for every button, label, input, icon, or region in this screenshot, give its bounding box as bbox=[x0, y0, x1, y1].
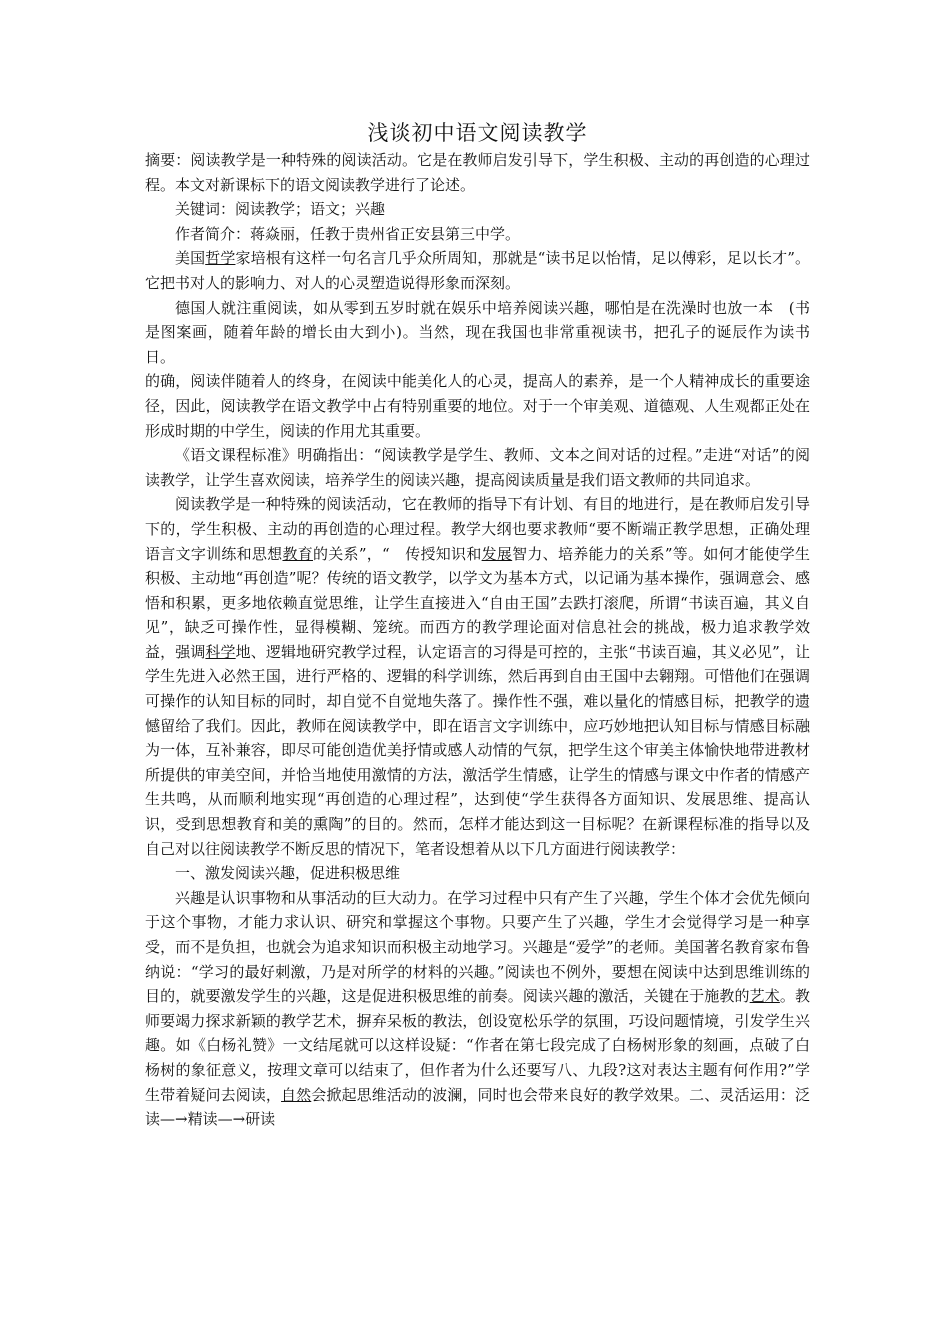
development-link[interactable]: 发展 bbox=[481, 544, 513, 563]
page-title: 浅谈初中语文阅读教学 bbox=[367, 121, 588, 145]
document-page bbox=[145, 118, 810, 1132]
text-run: 智力、培养能力的关系”等。如何才能使学生积极、主动地“再创造”呢？传统的语文教学，以学文为基本方式，以记诵为基本操作，强调意会、感悟和积累，更多地依赖直觉思维，让学生直接进入“自由王国”去跌打滚爬，所谓“书读百遍，其义自见”，缺乏可操作性，显得模糊、笼统。而西方的教学理论面对信息社会的挑战，极力追求教学效益，强调 bbox=[145, 544, 810, 661]
education-link[interactable]: 教育 bbox=[282, 544, 313, 563]
nature-link[interactable]: 自然 bbox=[281, 1085, 312, 1104]
paragraph-4: 《语文课程标准》明确指出：“阅读教学是学生、教师、文本之间对话的过程。”走进“对话”的阅读教学，让学生喜欢阅读，培养学生的阅读兴趣，提高阅读质量是我们语文教师的共同追求。 bbox=[145, 446, 810, 489]
paragraph-1 bbox=[145, 246, 810, 295]
text-run: 阅读教学是一种特殊的阅读活动，它在教师的指导下有计划、有目的地进行，是在教师启发引导下的，学生积极、主动的再创造的心理过程。教学大纲也要求教师“要不断端正教学思想，正确处理语言文字训练和思想 bbox=[145, 495, 810, 563]
paragraph-6 bbox=[145, 886, 810, 1132]
text-run: 地、逻辑地研究教学过程，认定语言的习得是可控的，主张“书读百遍，其义必见”，让学生先进入必然王国，进行严格的、逻辑的科学训练，然后再到自由王国中去翱翔。可惜他们在强调可操作的认知目标的同时，却自觉不自觉地失落了。操作性不强，难以量化的情感目标，把教学的遗憾留给了我们。因此，教师在阅读教学中，即在语言文字训练中，应巧妙地把认知目标与情感目标融为一体，互补兼容，即尽可能创造优美抒情或感人动情的气氛，把学生这个审美主体愉快地带进教材所提供的审美空间，并恰当地使用激情的方法，激活学生情感，让学生的情感与课文中作者的情感产生共鸣，从而顺利地实现“再创造的心理过程”，达到使“学生获得各方面知识、发展思维、提高认识，受到思想教育和美的熏陶”的目的。然而，怎样才能达到这一目标呢？在新课程标准的指导以及自己对以往阅读教学不断反思的情况下，笔者设想着从以下几方面进行阅读教学： bbox=[145, 642, 810, 858]
abstract-paragraph: 摘要：阅读教学是一种特殊的阅读活动。它是在教师启发引导下，学生积极、主动的再创造的心理过程。本文对新课标下的语文阅读教学进行了论述。 bbox=[145, 151, 810, 194]
section-heading-1: 一、激发阅读兴趣，促进积极思维 bbox=[175, 864, 401, 883]
art-link[interactable]: 艺术 bbox=[749, 987, 780, 1006]
paragraph-5 bbox=[145, 492, 810, 861]
text-run: 家培根有这样一句名言几乎众所周知，那就是“读书足以怡情，足以傅彩，足以长才”。它把书对人的影响力、对人的心灵塑造说得形象而深刻。 bbox=[145, 249, 810, 292]
philosophy-link[interactable]: 哲学 bbox=[205, 249, 236, 268]
text-run: 会掀起思维活动的波澜，同时也会带来良好的教学效果。二、灵活运用：泛读—→精读—→研读 bbox=[145, 1085, 810, 1129]
keywords-line: 关键词：阅读教学；语文；兴趣 bbox=[175, 200, 386, 219]
text-run: 的关系”，“ 传授知识和 bbox=[313, 544, 482, 563]
author-line: 作者简介：蒋焱丽，任教于贵州省正安县第三中学。 bbox=[175, 224, 521, 243]
text-run: 美国 bbox=[175, 249, 206, 268]
text-run: 。教师要竭力探求新颖的教学艺术，摒弃呆板的教法，创设宽松乐学的氛围，巧设问题情境，引发学生兴趣。如《白杨礼赞》一文结尾就可以这样设疑：“作者在第七段完成了白杨树形象的刻画，点破了白杨树的象征意义，按理文章可以结束了，但作者为什么还要写八、九段?这对表达主题有何作用?”学生带着疑问去阅读， bbox=[145, 987, 810, 1104]
science-link[interactable]: 科学 bbox=[205, 642, 236, 661]
paragraph-3: 的确，阅读伴随着人的终身，在阅读中能美化人的心灵，提高人的素养，是一个人精神成长的重要途径，因此，阅读教学在语文教学中占有特别重要的地位。对于一个审美观、道德观、人生观都正处在形成时期的中学生，阅读的作用尤其重要。 bbox=[145, 372, 810, 440]
text-run: 兴趣是认识事物和从事活动的巨大动力。在学习过程中只有产生了兴趣，学生个体才会优先倾向于这个事物，才能力求认识、研究和掌握这个事物。只要产生了兴趣，学生才会觉得学习是一种享受，而不是负担，也就会为追求知识而积极主动地学习。兴趣是“爱学”的老师。美国著名教育家布鲁纳说：“学习的最好刺激，乃是对所学的材料的兴趣。”阅读也不例外，要想在阅读中达到思维训练的目的，就要激发学生的兴趣，这是促进积极思维的前奏。阅读兴趣的激活，关键在于施教的 bbox=[145, 888, 810, 1006]
paragraph-2: 德国人就注重阅读，如从零到五岁时就在娱乐中培养阅读兴趣，哪怕是在洗澡时也放一本 (书是图案画，随着年龄的增长由大到小)。当然，现在我国也非常重视读书，把孔子的诞辰作为读书日。 bbox=[145, 298, 810, 366]
